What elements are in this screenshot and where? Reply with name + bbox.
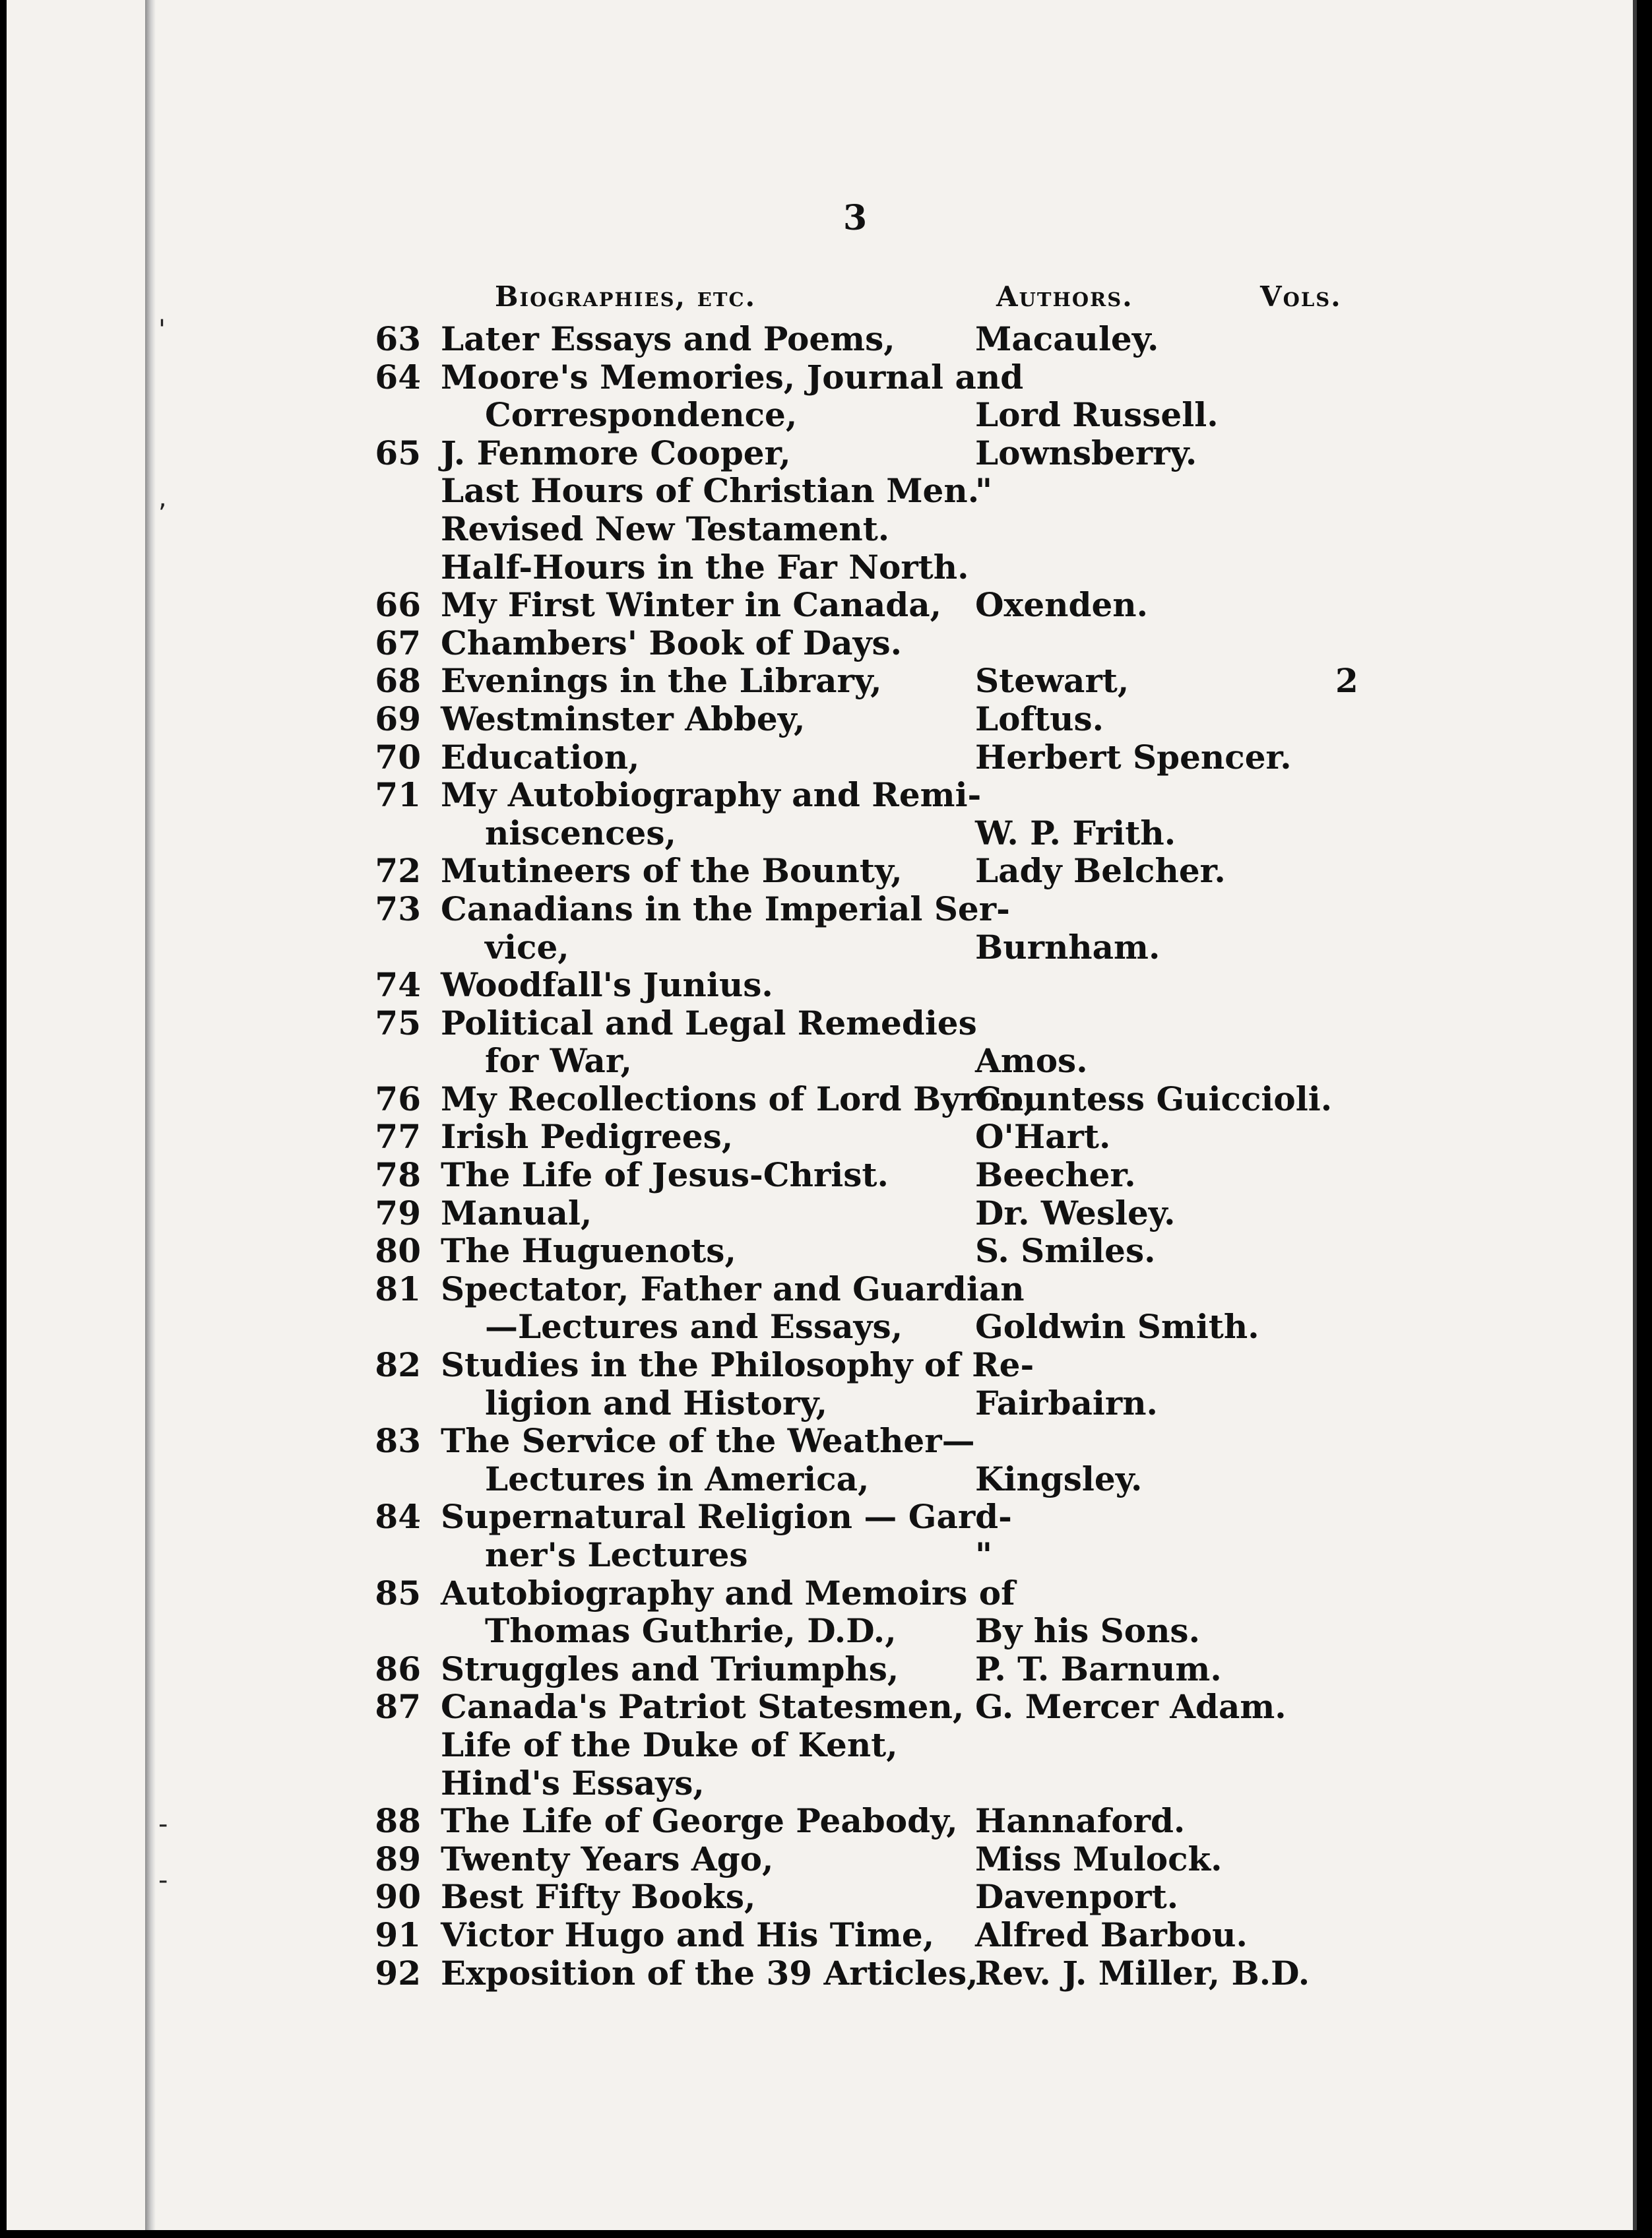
entry-author: Macauley. (975, 319, 1159, 358)
entry-title: Half-Hours in the Far North. (441, 547, 969, 587)
entry-author: Miss Mulock. (975, 1839, 1223, 1878)
entry-number: 90 (375, 1877, 421, 1917)
entry-author: By his Sons. (975, 1611, 1200, 1651)
entry-title: Thomas Guthrie, D.D., (485, 1611, 897, 1651)
spine-mark: - (158, 1809, 168, 1839)
entry-line (7, 548, 1633, 587)
entry-title: Westminster Abbey, (441, 699, 806, 738)
column-headings (7, 280, 1633, 320)
entry-line (7, 471, 1633, 513)
entry-line (7, 1954, 1633, 1993)
entry-line (7, 1878, 1633, 1916)
entry-number: 76 (375, 1079, 421, 1118)
entry-title: Supernatural Religion — Gard- (441, 1497, 1012, 1537)
entry-title: Canadians in the Imperial Ser- (441, 889, 1010, 928)
entry-author: Hannaford. (975, 1801, 1186, 1841)
page-number: 3 (843, 198, 868, 238)
entry-number: 87 (375, 1687, 421, 1727)
entry-line (7, 1726, 1633, 1764)
entry-number: 64 (375, 357, 421, 397)
book-list (7, 320, 1633, 1992)
entry-author: Kingsley. (975, 1459, 1143, 1498)
entry-author: Goldwin Smith. (975, 1307, 1259, 1347)
list-item (7, 1194, 1633, 1232)
entry-author: Stewart, (975, 661, 1129, 701)
list-item (7, 1916, 1633, 1954)
entry-number: 78 (375, 1155, 421, 1195)
entry-title: Struggles and Triumphs, (441, 1649, 899, 1688)
entry-line (7, 1422, 1633, 1460)
entry-title: The Life of Jesus-Christ. (441, 1155, 889, 1195)
entry-number: 77 (375, 1117, 421, 1157)
entry-line (7, 320, 1633, 358)
entry-line (7, 1764, 1633, 1803)
entry-line (7, 1194, 1633, 1232)
entry-line (7, 662, 1633, 700)
entry-line (7, 700, 1633, 738)
entry-number: 65 (375, 433, 421, 472)
list-item (7, 890, 1633, 966)
entry-number: 71 (375, 775, 421, 815)
heading-title: Biographies, etc. (495, 280, 757, 313)
entry-line (7, 1156, 1633, 1194)
entry-number: 75 (375, 1003, 421, 1042)
list-item (7, 1650, 1633, 1688)
entry-line (7, 1688, 1633, 1726)
entry-line (7, 586, 1633, 624)
entry-line (7, 1270, 1633, 1308)
entry-line (7, 624, 1633, 662)
entry-author: W. P. Frith. (975, 813, 1176, 852)
entry-line (7, 1650, 1633, 1688)
entry-author: Lownsberry. (975, 433, 1197, 472)
entry-line (7, 1346, 1633, 1384)
entry-author: Lord Russell. (975, 395, 1219, 435)
entry-line (7, 1118, 1633, 1156)
heading-vols: Vols. (1260, 280, 1342, 313)
entry-title: Irish Pedigrees, (441, 1117, 734, 1157)
entry-title: Evenings in the Library, (441, 661, 882, 701)
entry-number: 83 (375, 1421, 421, 1461)
entry-line (7, 738, 1633, 777)
entry-title: Correspondence, (485, 395, 798, 435)
entry-author: S. Smiles. (975, 1231, 1156, 1271)
entry-line (7, 358, 1633, 397)
entry-line (7, 1042, 1633, 1080)
list-item (7, 1574, 1633, 1650)
entry-title: —Lectures and Essays, (485, 1307, 903, 1347)
list-item (7, 1004, 1633, 1080)
entry-author: Davenport. (975, 1877, 1179, 1917)
entry-number: 91 (375, 1915, 421, 1954)
entry-title: Twenty Years Ago, (441, 1839, 774, 1878)
list-item (7, 434, 1633, 586)
list-item (7, 700, 1633, 738)
entry-author: Countess Guiccioli. (975, 1079, 1333, 1118)
list-item (7, 1346, 1633, 1422)
entry-line (7, 1612, 1633, 1650)
entry-author: Alfred Barbou. (975, 1915, 1248, 1954)
entry-title: J. Fenmore Cooper, (441, 433, 791, 472)
entry-line (7, 1232, 1633, 1270)
entry-line (7, 1384, 1633, 1423)
spine-mark: ' (158, 315, 166, 345)
list-item (7, 1954, 1633, 1993)
book-page (7, 0, 1637, 2230)
entry-line (7, 890, 1633, 928)
spine-mark: - (158, 1865, 168, 1896)
entry-vols: 2 (1335, 661, 1358, 701)
list-item (7, 662, 1633, 700)
entry-author: " (975, 1535, 993, 1574)
entry-title: Later Essays and Poems, (441, 319, 895, 358)
entry-line (7, 1004, 1633, 1042)
entry-author: Loftus. (975, 699, 1104, 738)
entry-title: ner's Lectures (485, 1535, 748, 1574)
entry-title: Woodfall's Junius. (441, 965, 773, 1005)
entry-title: The Huguenots, (441, 1231, 736, 1271)
entry-title: Moore's Memories, Journal and (441, 357, 1024, 397)
entry-number: 69 (375, 699, 421, 738)
list-item (7, 1422, 1633, 1498)
entry-number: 82 (375, 1345, 421, 1385)
entry-number: 79 (375, 1193, 421, 1232)
entry-title: ligion and History, (485, 1383, 828, 1423)
entry-author: Lady Belcher. (975, 851, 1226, 891)
list-item (7, 1232, 1633, 1270)
list-item (7, 738, 1633, 777)
entry-author: Amos. (975, 1041, 1088, 1081)
entry-line (7, 966, 1633, 1004)
entry-title: Canada's Patriot Statesmen, (441, 1687, 965, 1727)
list-item (7, 1840, 1633, 1878)
entry-title: Political and Legal Remedies (441, 1003, 977, 1042)
entry-title: My Autobiography and Remi- (441, 775, 982, 815)
entry-title: Chambers' Book of Days. (441, 623, 903, 662)
list-item (7, 586, 1633, 624)
list-item (7, 358, 1633, 434)
list-item (7, 1156, 1633, 1194)
entry-author: Oxenden. (975, 585, 1149, 625)
entry-title: Exposition of the 39 Articles, (441, 1953, 978, 1993)
list-item (7, 320, 1633, 358)
heading-author: Authors. (996, 280, 1133, 313)
entry-author: Beecher. (975, 1155, 1136, 1195)
entry-title: Best Fifty Books, (441, 1877, 756, 1917)
list-item (7, 1802, 1633, 1840)
entry-number: 89 (375, 1839, 421, 1878)
entry-author: P. T. Barnum. (975, 1649, 1222, 1688)
entry-line (7, 434, 1633, 472)
entry-line (7, 814, 1633, 852)
list-item (7, 1270, 1633, 1346)
entry-line (7, 1080, 1633, 1118)
entry-line (7, 1498, 1633, 1536)
entry-number: 88 (375, 1801, 421, 1841)
entry-line (7, 1308, 1633, 1346)
entry-author: Herbert Spencer. (975, 737, 1292, 777)
entry-line (7, 928, 1633, 967)
entry-title: Mutineers of the Bounty, (441, 851, 903, 891)
entry-author: Fairbairn. (975, 1383, 1158, 1423)
entry-line (7, 852, 1633, 890)
entry-author: O'Hart. (975, 1117, 1111, 1157)
entry-author: Burnham. (975, 927, 1160, 967)
entry-line (7, 1536, 1633, 1574)
entry-title: My First Winter in Canada, (441, 585, 942, 625)
list-item (7, 966, 1633, 1004)
entry-number: 67 (375, 623, 421, 662)
entry-title: Revised New Testament. (441, 509, 890, 548)
entry-title: vice, (485, 927, 569, 967)
entry-title: The Life of George Peabody, (441, 1801, 958, 1841)
entry-title: Hind's Essays, (441, 1763, 705, 1803)
entry-line (7, 510, 1633, 548)
entry-line (7, 776, 1633, 814)
entry-title: Life of the Duke of Kent, (441, 1725, 898, 1764)
entry-author: " (975, 471, 993, 511)
list-item (7, 1118, 1633, 1156)
entry-number: 81 (375, 1269, 421, 1308)
entry-author: Dr. Wesley. (975, 1193, 1176, 1232)
list-item (7, 624, 1633, 662)
list-item (7, 1498, 1633, 1574)
entry-title: Lectures in America, (485, 1459, 870, 1498)
entry-number: 74 (375, 965, 421, 1005)
entry-line (7, 396, 1633, 434)
entry-title: Education, (441, 737, 640, 777)
entry-number: 80 (375, 1231, 421, 1271)
list-item (7, 776, 1633, 852)
entry-line (7, 1916, 1633, 1954)
entry-number: 70 (375, 737, 421, 777)
list-item (7, 852, 1633, 890)
entry-number: 92 (375, 1953, 421, 1993)
entry-number: 85 (375, 1573, 421, 1613)
entry-number: 72 (375, 851, 421, 891)
entry-title: My Recollections of Lord Byron, (441, 1079, 1035, 1118)
entry-line (7, 1574, 1633, 1613)
list-item (7, 1080, 1633, 1118)
spine-mark: , (158, 483, 167, 513)
entry-title: Studies in the Philosophy of Re- (441, 1345, 1034, 1385)
entry-number: 66 (375, 585, 421, 625)
entry-title: for War, (485, 1041, 632, 1081)
entry-author: G. Mercer Adam. (975, 1687, 1287, 1727)
entry-number: 73 (375, 889, 421, 928)
entry-title: Spectator, Father and Guardian (441, 1269, 1025, 1308)
entry-title: Last Hours of Christian Men. (441, 471, 980, 511)
entry-title: niscences, (485, 813, 676, 852)
entry-line (7, 1460, 1633, 1498)
list-item (7, 1688, 1633, 1802)
entry-number: 63 (375, 319, 421, 358)
entry-line (7, 1840, 1633, 1878)
list-item (7, 1878, 1633, 1916)
entry-number: 68 (375, 661, 421, 701)
entry-number: 86 (375, 1649, 421, 1688)
entry-author: Rev. J. Miller, B.D. (975, 1953, 1310, 1993)
entry-line (7, 1802, 1633, 1840)
entry-title: Autobiography and Memoirs of (441, 1573, 1015, 1613)
entry-title: Manual, (441, 1193, 592, 1232)
entry-title: Victor Hugo and His Time, (441, 1915, 935, 1954)
entry-title: The Service of the Weather— (441, 1421, 975, 1461)
entry-number: 84 (375, 1497, 421, 1537)
